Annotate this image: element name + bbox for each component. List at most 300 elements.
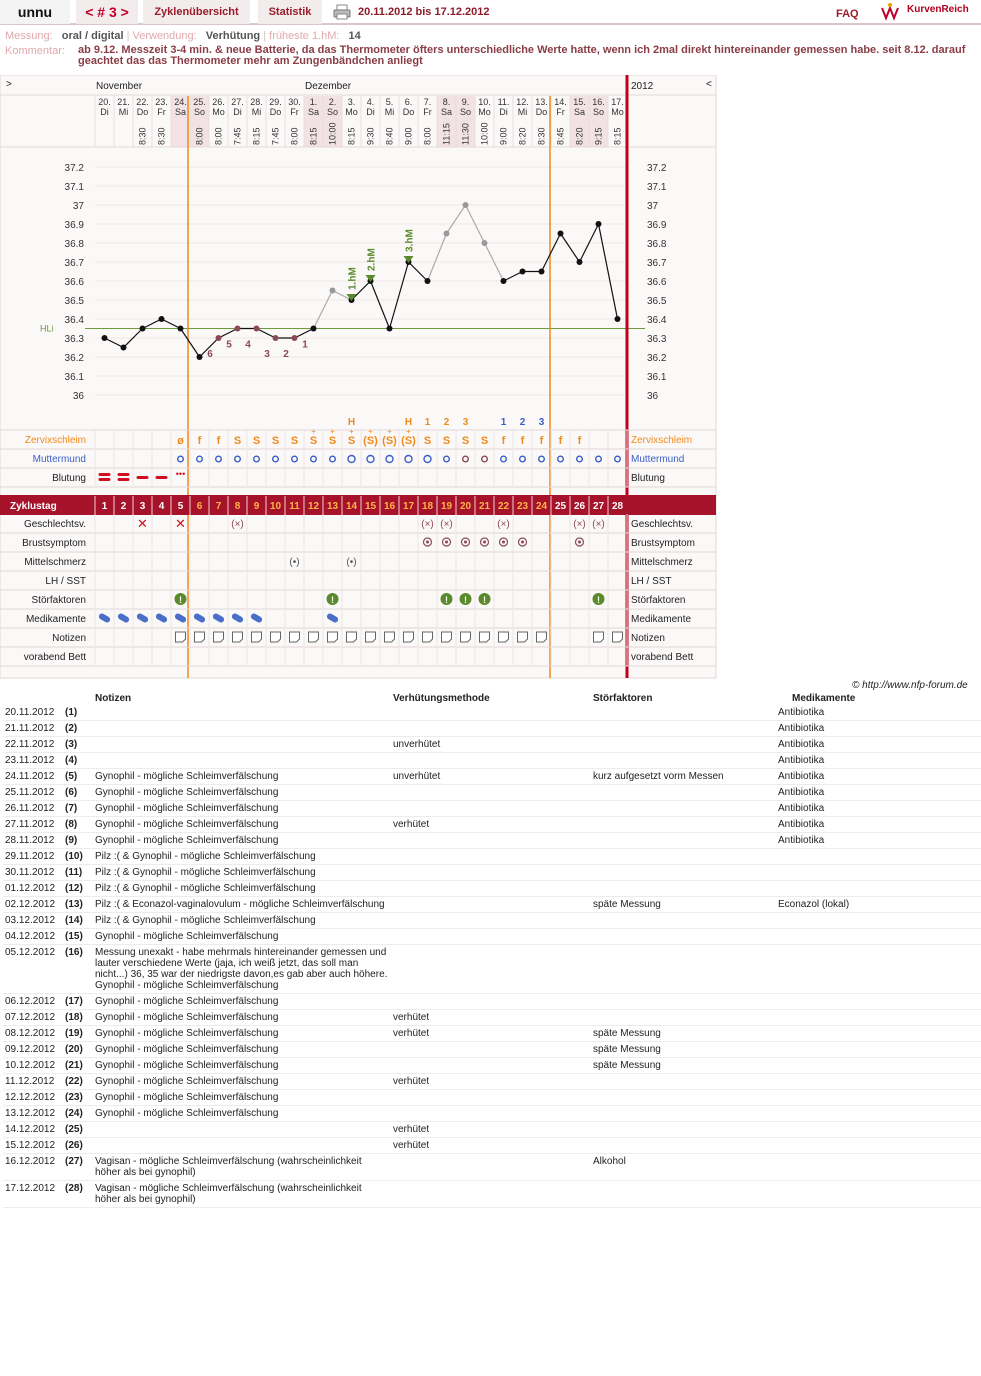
y-tick-label-right: 36.3 bbox=[647, 334, 667, 345]
note-method bbox=[391, 881, 591, 897]
weekday-label: Di bbox=[366, 107, 375, 117]
cervix-plus-mark: + bbox=[330, 427, 335, 436]
y-tick-label: 36.2 bbox=[64, 353, 84, 364]
note-cycle-day: (16) bbox=[63, 945, 93, 994]
cervix-plus-mark: + bbox=[406, 427, 411, 436]
y-tick-label-right: 37.2 bbox=[647, 163, 667, 174]
note-date: 15.12.2012 bbox=[3, 1138, 63, 1154]
note-method: verhütet bbox=[391, 1010, 591, 1026]
temperature-point bbox=[482, 240, 488, 246]
cervix-mucus-symbol: S bbox=[328, 435, 337, 447]
cervix-plus-mark: + bbox=[349, 427, 354, 436]
table-row bbox=[3, 1106, 981, 1122]
peak-mark: H bbox=[404, 417, 413, 428]
table-row bbox=[3, 1154, 981, 1181]
logo-text: KurvenReich bbox=[907, 4, 969, 15]
comment bbox=[5, 45, 980, 67]
time-label: 8:00 bbox=[289, 127, 300, 145]
note-date: 26.11.2012 bbox=[3, 801, 63, 817]
temperature-point bbox=[273, 335, 279, 341]
note-method bbox=[391, 1154, 591, 1181]
header-notizen: Notizen bbox=[95, 692, 132, 704]
note-text: Pilz :( & Gynophil - mögliche Schleimverfälschung bbox=[93, 913, 391, 929]
weekday-label: Fr bbox=[423, 107, 432, 117]
note-medication: Antibiotika bbox=[776, 721, 981, 737]
weekday-label: Sa bbox=[307, 107, 320, 117]
time-label: 9:15 bbox=[593, 127, 604, 145]
note-text: Gynophil - mögliche Schleimverfälschung bbox=[93, 1106, 391, 1122]
note-cycle-day: (7) bbox=[63, 801, 93, 817]
y-tick-label: 36.8 bbox=[64, 239, 84, 250]
note-disturbance: späte Messung bbox=[591, 1026, 776, 1042]
temperature-point bbox=[444, 231, 450, 237]
date-label: 4. bbox=[366, 97, 375, 107]
weekday-label: Do bbox=[402, 107, 415, 117]
time-label: 8:15 bbox=[346, 127, 357, 145]
note-method bbox=[391, 705, 591, 721]
bleeding-heavy-icon bbox=[99, 478, 111, 481]
time-label: 8:15 bbox=[612, 127, 623, 145]
note-cycle-day: (25) bbox=[63, 1122, 93, 1138]
y-tick-label: 37.1 bbox=[64, 182, 84, 193]
note-medication bbox=[776, 945, 981, 994]
temperature-point bbox=[254, 326, 260, 332]
note-medication bbox=[776, 1181, 981, 1208]
intercourse-unprotected-icon: ✕ bbox=[175, 516, 186, 531]
note-cycle-day: (13) bbox=[63, 897, 93, 913]
intercourse-protected-icon: (×) bbox=[440, 519, 453, 530]
cervix-plus-mark: + bbox=[368, 427, 373, 436]
note-medication: Antibiotika bbox=[776, 817, 981, 833]
y-tick-label: 36 bbox=[72, 391, 84, 402]
bleeding-heavy-icon bbox=[118, 473, 130, 476]
cervix-mucus-symbol: S bbox=[461, 435, 470, 447]
note-text: Gynophil - mögliche Schleimverfälschung bbox=[93, 801, 391, 817]
breast-symptom-icon bbox=[521, 541, 524, 544]
cycle-day-number: 21 bbox=[478, 501, 491, 512]
y-tick-label: 36.5 bbox=[64, 296, 84, 307]
note-disturbance bbox=[591, 913, 776, 929]
top-bar bbox=[0, 0, 981, 25]
temperature-point bbox=[216, 335, 222, 341]
peak-mark: 2 bbox=[443, 417, 450, 428]
temperature-point bbox=[387, 326, 393, 332]
note-medication: Antibiotika bbox=[776, 769, 981, 785]
breast-symptom-icon bbox=[464, 541, 467, 544]
low-temp-label: 5 bbox=[226, 339, 232, 351]
note-method bbox=[391, 994, 591, 1010]
earliest-hm-label: früheste 1.hM: bbox=[269, 30, 340, 42]
row-label-right: vorabend Bett bbox=[631, 652, 694, 663]
cycle-day-number: 13 bbox=[326, 501, 339, 512]
date-label: 9. bbox=[461, 97, 470, 107]
disturbance-icon: ! bbox=[597, 595, 600, 605]
note-icon bbox=[461, 632, 471, 642]
time-label: 8:30 bbox=[156, 127, 167, 145]
temperature-point bbox=[121, 345, 127, 351]
intercourse-protected-icon: (×) bbox=[421, 519, 434, 530]
weekday-label: So bbox=[459, 107, 472, 117]
temperature-point bbox=[558, 231, 564, 237]
date-range: 20.11.2012 bis 17.12.2012 bbox=[358, 6, 490, 18]
note-icon bbox=[252, 632, 262, 642]
cervix-mucus-symbol: f bbox=[577, 435, 582, 447]
note-text bbox=[93, 1122, 391, 1138]
note-disturbance bbox=[591, 865, 776, 881]
time-label: 8:30 bbox=[137, 127, 148, 145]
time-label: 9:30 bbox=[365, 127, 376, 145]
cover-line-label: HLi bbox=[40, 323, 54, 334]
date-label: 6. bbox=[404, 97, 413, 107]
table-row bbox=[3, 897, 981, 913]
note-disturbance bbox=[591, 705, 776, 721]
bleeding-heavy-icon bbox=[118, 478, 130, 481]
note-cycle-day: (21) bbox=[63, 1058, 93, 1074]
row-label: Zyklustag bbox=[10, 501, 57, 512]
print-icon[interactable] bbox=[333, 4, 351, 20]
row-label: Störfaktoren bbox=[31, 595, 86, 606]
cervix-mucus-symbol: (S) bbox=[363, 435, 378, 447]
cycle-day-number: 15 bbox=[364, 501, 377, 512]
row-label: Blutung bbox=[52, 473, 86, 484]
note-date: 13.12.2012 bbox=[3, 1106, 63, 1122]
tab-statistics[interactable]: Statistik bbox=[258, 0, 322, 24]
date-label: 20. bbox=[98, 97, 111, 107]
cervix-mucus-symbol: f bbox=[558, 435, 563, 447]
y-tick-label-right: 36.7 bbox=[647, 258, 667, 269]
earliest-hm-value: 14 bbox=[348, 30, 361, 42]
weekday-label: Fr bbox=[290, 107, 299, 117]
table-row bbox=[3, 1181, 981, 1208]
note-cycle-day: (9) bbox=[63, 833, 93, 849]
note-date: 17.12.2012 bbox=[3, 1181, 63, 1208]
note-medication bbox=[776, 1138, 981, 1154]
row-label-right: LH / SST bbox=[631, 576, 672, 587]
note-text: Gynophil - mögliche Schleimverfälschung bbox=[93, 785, 391, 801]
cervix-mucus-symbol: (S) bbox=[382, 435, 397, 447]
cycle-day-number: 22 bbox=[497, 501, 510, 512]
note-medication: Antibiotika bbox=[776, 705, 981, 721]
date-label: 13. bbox=[535, 97, 548, 107]
cycle-day-number: 3 bbox=[139, 501, 146, 512]
table-row bbox=[3, 833, 981, 849]
weekday-label: Fr bbox=[157, 107, 166, 117]
weekday-label: Di bbox=[233, 107, 242, 117]
note-text: Messung unexakt - habe mehrmals hintereinander gemessen und lauter verschiedene Werte (jaja, ich weiß jetzt, das soll man nicht...) 36, 35 war der niedrigste davon,es gab aber auch höhere. Gynophil - mögliche Schleimverfälschung bbox=[93, 945, 391, 994]
notes-table-body bbox=[3, 705, 981, 1208]
low-temp-label: 1 bbox=[302, 339, 308, 351]
temperature-point bbox=[501, 278, 507, 284]
y-tick-label-right: 36.2 bbox=[647, 353, 667, 364]
cervix-mucus-symbol: S bbox=[309, 435, 318, 447]
note-medication bbox=[776, 1106, 981, 1122]
disturbance-icon: ! bbox=[483, 595, 486, 605]
cervix-mucus-symbol: (S) bbox=[401, 435, 416, 447]
note-text bbox=[93, 705, 391, 721]
peak-mark: 1 bbox=[424, 417, 431, 428]
date-label: 27. bbox=[231, 97, 244, 107]
note-cycle-day: (18) bbox=[63, 1010, 93, 1026]
cycle-day-number: 10 bbox=[269, 501, 282, 512]
cycle-navigation[interactable]: < # 3 > bbox=[76, 0, 138, 24]
time-label: 8:45 bbox=[555, 127, 566, 145]
username[interactable]: unnu bbox=[0, 0, 70, 24]
tab-cycle-overview[interactable]: Zyklenübersicht bbox=[143, 0, 250, 24]
cervix-position-mark: 3 bbox=[538, 417, 545, 428]
note-disturbance bbox=[591, 1181, 776, 1208]
note-date: 08.12.2012 bbox=[3, 1026, 63, 1042]
note-text: Gynophil - mögliche Schleimverfälschung bbox=[93, 1026, 391, 1042]
temperature-point bbox=[425, 278, 431, 284]
note-medication: Antibiotika bbox=[776, 737, 981, 753]
note-date: 30.11.2012 bbox=[3, 865, 63, 881]
date-label: 10. bbox=[478, 97, 491, 107]
month-label: Dezember bbox=[305, 81, 352, 92]
y-tick-label-right: 36.8 bbox=[647, 239, 667, 250]
row-label: Brustsymptom bbox=[22, 538, 86, 549]
weekday-label: Mo bbox=[611, 107, 624, 117]
header-medikamente: Medikamente bbox=[792, 692, 856, 704]
note-method bbox=[391, 849, 591, 865]
date-label: 11. bbox=[497, 97, 510, 107]
cycle-day-number: 5 bbox=[177, 501, 184, 512]
temperature-point bbox=[311, 326, 317, 332]
note-text: Gynophil - mögliche Schleimverfälschung bbox=[93, 769, 391, 785]
temperature-point bbox=[197, 354, 203, 360]
note-medication: Antibiotika bbox=[776, 833, 981, 849]
note-medication bbox=[776, 1042, 981, 1058]
y-tick-label: 36.6 bbox=[64, 277, 84, 288]
temperature-point bbox=[596, 221, 602, 227]
note-medication: Antibiotika bbox=[776, 753, 981, 769]
note-disturbance bbox=[591, 833, 776, 849]
weekday-label: Mo bbox=[212, 107, 225, 117]
note-icon bbox=[214, 632, 224, 642]
bleeding-heavy-icon bbox=[99, 473, 111, 476]
copyright[interactable]: © http://www.nfp-forum.de bbox=[852, 680, 968, 691]
note-disturbance bbox=[591, 849, 776, 865]
note-icon bbox=[537, 632, 547, 642]
y-tick-label: 37.2 bbox=[64, 163, 84, 174]
note-date: 02.12.2012 bbox=[3, 897, 63, 913]
note-method bbox=[391, 945, 591, 994]
note-icon bbox=[613, 632, 623, 642]
y-tick-label-right: 36.4 bbox=[647, 315, 667, 326]
bleeding-icon bbox=[156, 476, 168, 479]
note-medication bbox=[776, 1122, 981, 1138]
note-date: 27.11.2012 bbox=[3, 817, 63, 833]
intercourse-protected-icon: (×) bbox=[497, 519, 510, 530]
note-method bbox=[391, 1090, 591, 1106]
note-medication bbox=[776, 1010, 981, 1026]
table-row bbox=[3, 945, 981, 994]
note-date: 04.12.2012 bbox=[3, 929, 63, 945]
note-icon bbox=[366, 632, 376, 642]
header-verhuetung: Verhütungsmethode bbox=[393, 692, 490, 704]
row-label: vorabend Bett bbox=[23, 652, 86, 663]
note-method bbox=[391, 721, 591, 737]
time-label: 8:15 bbox=[308, 127, 319, 145]
notes-table bbox=[3, 690, 981, 1208]
note-text bbox=[93, 721, 391, 737]
note-cycle-day: (2) bbox=[63, 721, 93, 737]
ovulation-pain-icon: (•) bbox=[289, 557, 300, 568]
note-icon bbox=[176, 632, 186, 642]
intercourse-protected-icon: (×) bbox=[573, 519, 586, 530]
comment-text: ab 9.12. Messzeit 3-4 min. & neue Batterie, da das Thermometer öfters unterschiedliche Werte hatte, wenn ich 2mal direkt hintereinander gemessen habe. seit 8.12. darauf geachtet das das Thermometer mehr am Zungenbändchen anliegt bbox=[78, 44, 966, 67]
note-icon bbox=[195, 632, 205, 642]
note-medication bbox=[776, 929, 981, 945]
weekday-label: Do bbox=[269, 107, 282, 117]
note-date: 06.12.2012 bbox=[3, 994, 63, 1010]
note-date: 05.12.2012 bbox=[3, 945, 63, 994]
date-label: 15. bbox=[573, 97, 586, 107]
low-temp-label: 4 bbox=[245, 339, 251, 351]
cycle-day-number: 19 bbox=[440, 501, 453, 512]
weekday-label: So bbox=[592, 107, 605, 117]
note-disturbance bbox=[591, 1010, 776, 1026]
temperature-point bbox=[235, 326, 241, 332]
note-cycle-day: (10) bbox=[63, 849, 93, 865]
time-label: 10:00 bbox=[479, 122, 490, 145]
y-tick-label: 36.3 bbox=[64, 334, 84, 345]
note-method bbox=[391, 1181, 591, 1208]
note-date: 10.12.2012 bbox=[3, 1058, 63, 1074]
note-date: 11.12.2012 bbox=[3, 1074, 63, 1090]
note-date: 09.12.2012 bbox=[3, 1042, 63, 1058]
cycle-day-number: 16 bbox=[383, 501, 396, 512]
note-disturbance bbox=[591, 881, 776, 897]
weekday-label: Do bbox=[535, 107, 548, 117]
temperature-point bbox=[102, 335, 108, 341]
row-label-right: Blutung bbox=[631, 473, 665, 484]
higher-measurement-label: 3.hM bbox=[404, 229, 416, 252]
table-row bbox=[3, 849, 981, 865]
note-disturbance bbox=[591, 1138, 776, 1154]
low-temp-label: 2 bbox=[283, 349, 289, 360]
cervix-position-mark: 2 bbox=[519, 417, 526, 428]
higher-measurement-label: 1.hM bbox=[347, 267, 359, 290]
note-icon bbox=[594, 632, 604, 642]
cycle-day-number: 20 bbox=[459, 501, 472, 512]
table-row bbox=[3, 769, 981, 785]
note-date: 01.12.2012 bbox=[3, 881, 63, 897]
note-disturbance bbox=[591, 945, 776, 994]
intercourse-unprotected-icon: ✕ bbox=[137, 516, 148, 531]
note-medication bbox=[776, 1026, 981, 1042]
cycle-day-number: 6 bbox=[196, 501, 203, 512]
y-tick-label: 36.4 bbox=[64, 315, 84, 326]
time-label: 7:45 bbox=[232, 127, 243, 145]
time-label: 8:20 bbox=[574, 127, 585, 145]
date-label: 17. bbox=[611, 97, 624, 107]
note-method bbox=[391, 865, 591, 881]
note-text: Pilz :( & Gynophil - mögliche Schleimverfälschung bbox=[93, 865, 391, 881]
note-icon bbox=[309, 632, 319, 642]
row-label-right: Muttermund bbox=[631, 454, 685, 465]
month-label: November bbox=[96, 81, 143, 92]
note-cycle-day: (27) bbox=[63, 1154, 93, 1181]
cycle-day-number: 24 bbox=[535, 501, 548, 512]
cervix-position-mark: 1 bbox=[500, 417, 507, 428]
intercourse-protected-icon: (×) bbox=[592, 519, 605, 530]
weekday-label: Di bbox=[100, 107, 109, 117]
note-method bbox=[391, 753, 591, 769]
row-label-right: Brustsymptom bbox=[631, 538, 695, 549]
date-label: 30. bbox=[288, 97, 301, 107]
header-stoerfaktoren: Störfaktoren bbox=[593, 692, 653, 704]
cervix-mucus-symbol: S bbox=[423, 435, 432, 447]
y-tick-label: 36.9 bbox=[64, 220, 84, 231]
note-method: verhütet bbox=[391, 1122, 591, 1138]
weekday-label: Sa bbox=[174, 107, 187, 117]
cycle-day-number: 23 bbox=[516, 501, 529, 512]
row-label-right: Notizen bbox=[631, 633, 665, 644]
note-icon bbox=[385, 632, 395, 642]
cycle-day-number: 8 bbox=[234, 501, 241, 512]
note-disturbance: späte Messung bbox=[591, 1042, 776, 1058]
date-label: 2. bbox=[328, 97, 337, 107]
date-label: 24. bbox=[174, 97, 187, 107]
table-row bbox=[3, 817, 981, 833]
verwendung-value: Verhütung bbox=[205, 30, 261, 42]
time-label: 8:00 bbox=[213, 127, 224, 145]
breast-symptom-icon bbox=[483, 541, 486, 544]
row-label: Muttermund bbox=[32, 454, 86, 465]
note-date: 20.11.2012 bbox=[3, 705, 63, 721]
disturbance-icon: ! bbox=[464, 595, 467, 605]
table-row bbox=[3, 785, 981, 801]
weekday-label: Sa bbox=[440, 107, 453, 117]
note-text: Pilz :( & Gynophil - mögliche Schleimverfälschung bbox=[93, 881, 391, 897]
higher-measurement-label: 2.hM bbox=[366, 248, 378, 271]
table-row bbox=[3, 929, 981, 945]
cervix-mucus-symbol: S bbox=[271, 435, 280, 447]
disturbance-icon: ! bbox=[331, 595, 334, 605]
cycle-day-band bbox=[0, 495, 716, 515]
table-row bbox=[3, 1042, 981, 1058]
note-text: Gynophil - mögliche Schleimverfälschung bbox=[93, 1042, 391, 1058]
note-text: Gynophil - mögliche Schleimverfälschung bbox=[93, 1074, 391, 1090]
cervix-mucus-symbol: f bbox=[520, 435, 525, 447]
note-icon bbox=[423, 632, 433, 642]
y-tick-label-right: 36.1 bbox=[647, 372, 667, 383]
faq-link[interactable]: FAQ bbox=[836, 8, 859, 20]
note-text bbox=[93, 1138, 391, 1154]
cervix-mucus-symbol: S bbox=[252, 435, 261, 447]
date-label: 3. bbox=[347, 97, 356, 107]
note-text: Gynophil - mögliche Schleimverfälschung bbox=[93, 833, 391, 849]
note-cycle-day: (19) bbox=[63, 1026, 93, 1042]
cervix-mucus-symbol: ø bbox=[177, 435, 184, 447]
note-icon bbox=[271, 632, 281, 642]
temperature-point bbox=[292, 335, 298, 341]
chart-prev-button: > bbox=[6, 79, 12, 90]
bleeding-icon bbox=[137, 476, 149, 479]
time-label: 11:15 bbox=[441, 123, 452, 145]
note-text: Pilz :( & Econazol-vaginalovulum - mögliche Schleimverfälschung bbox=[93, 897, 391, 913]
y-tick-label-right: 37.1 bbox=[647, 182, 667, 193]
cervix-mucus-symbol: S bbox=[480, 435, 489, 447]
cervix-mucus-symbol: f bbox=[197, 435, 202, 447]
date-label: 22. bbox=[136, 97, 149, 107]
cycle-day-number: 1 bbox=[101, 501, 108, 512]
note-date: 29.11.2012 bbox=[3, 849, 63, 865]
temperature-point bbox=[463, 202, 469, 208]
note-date: 14.12.2012 bbox=[3, 1122, 63, 1138]
weekday-label: Di bbox=[499, 107, 508, 117]
weekday-label: Sa bbox=[573, 107, 586, 117]
